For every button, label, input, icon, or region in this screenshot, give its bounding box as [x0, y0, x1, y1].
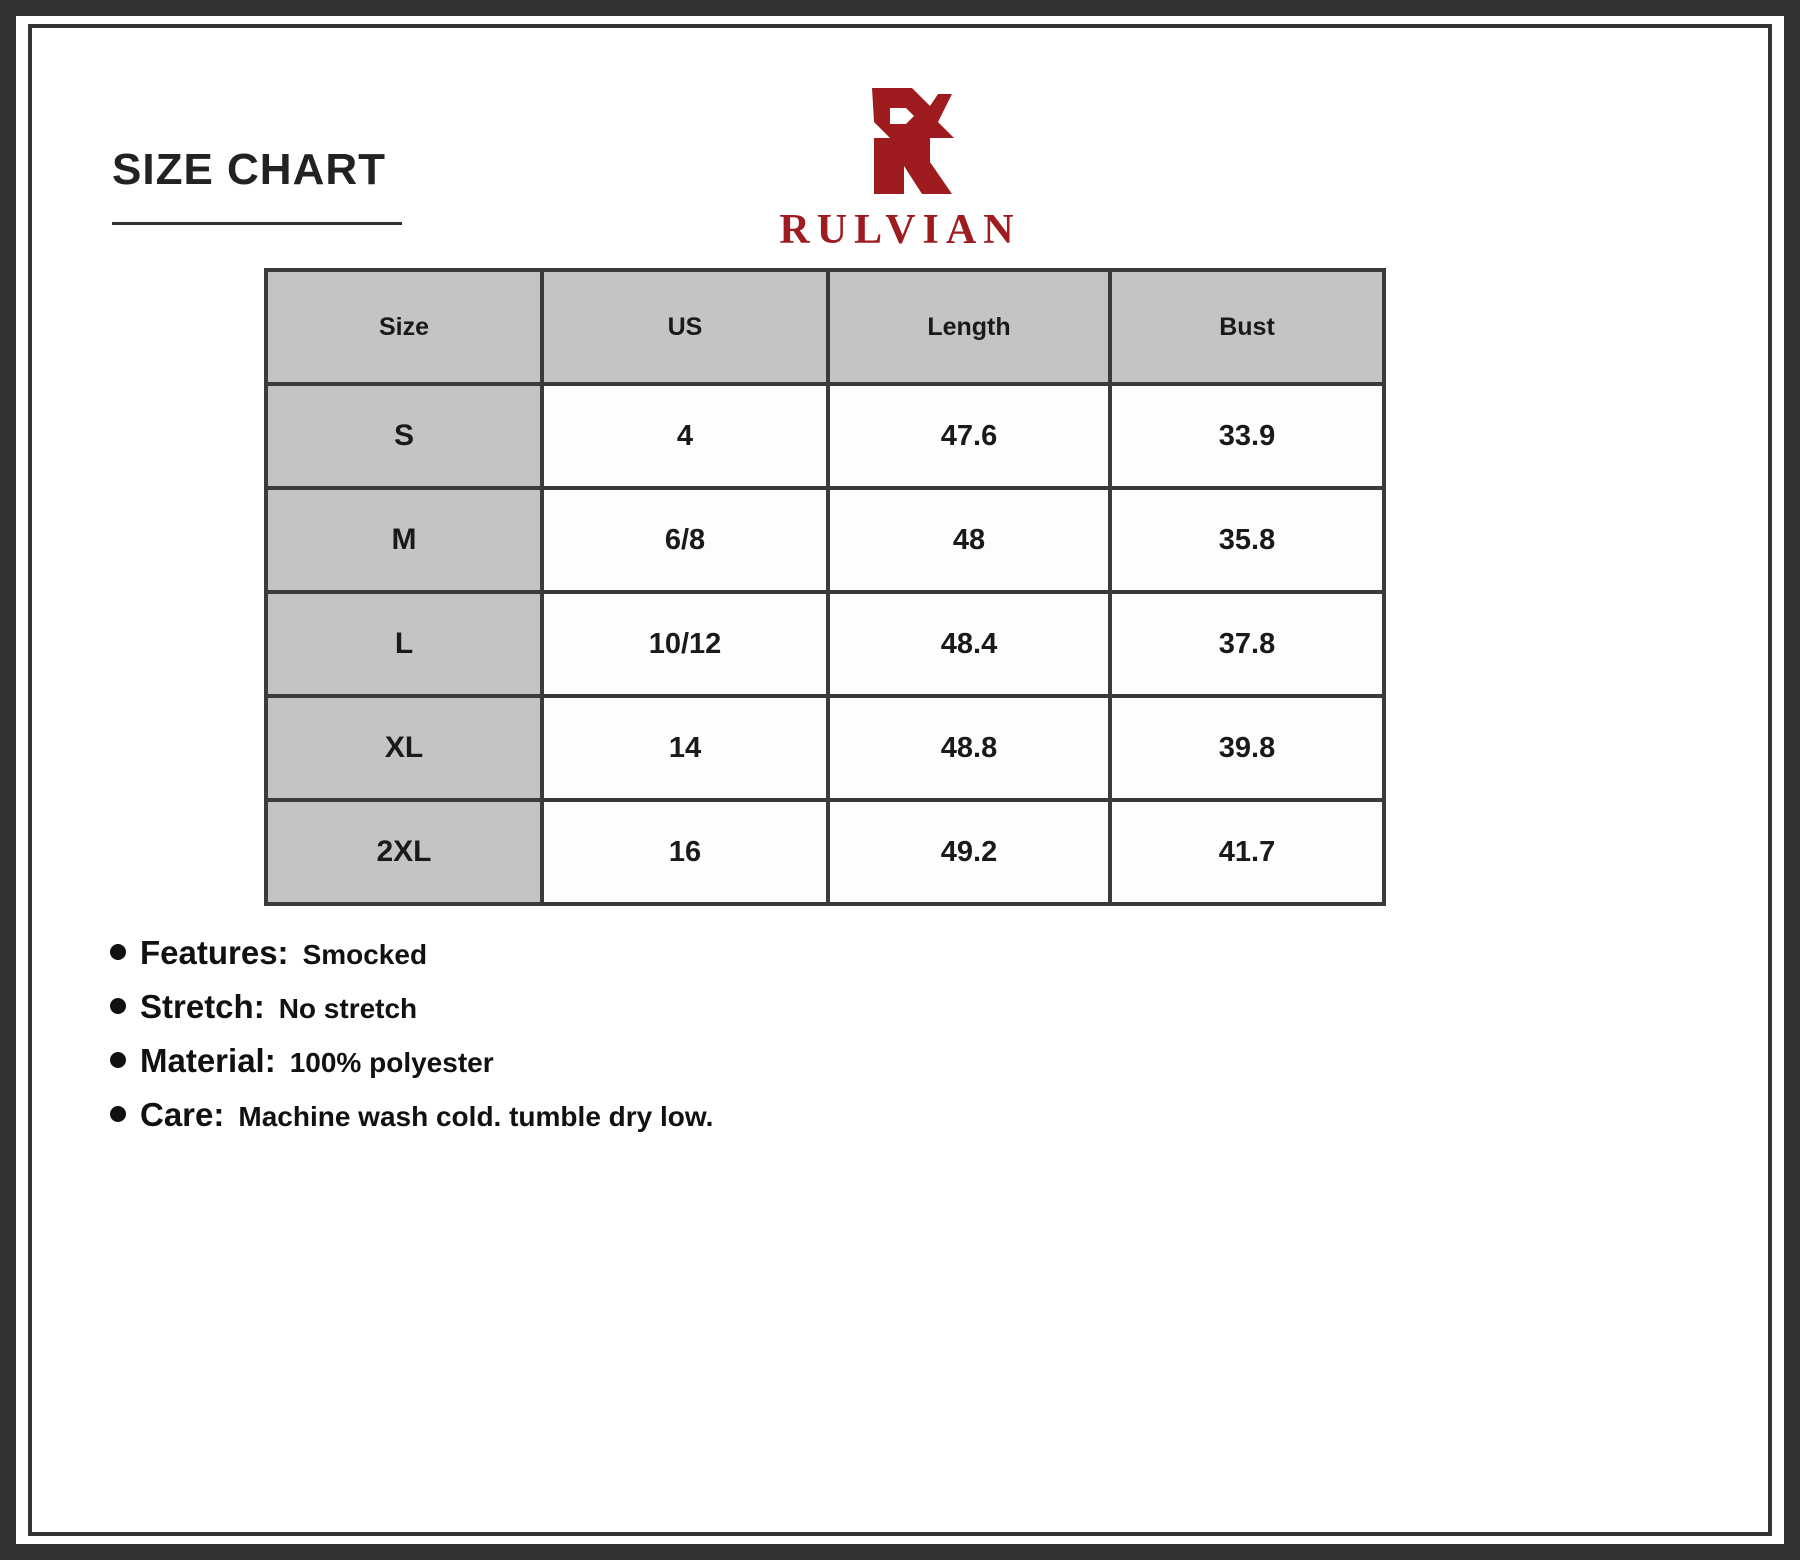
note-value: 100% polyester — [289, 1047, 494, 1078]
bullet-icon — [110, 1052, 126, 1068]
note-value: Smocked — [302, 939, 428, 970]
cell-length: 47.6 — [830, 386, 1108, 486]
cell-length: 48 — [830, 490, 1108, 590]
column-header-length: Length — [830, 272, 1108, 382]
note-item-stretch — [110, 988, 1310, 1026]
cell-length: 48.8 — [830, 698, 1108, 798]
cell-size: L — [268, 594, 540, 694]
bullet-icon — [110, 998, 126, 1014]
note-item-material — [110, 1042, 1310, 1080]
table-header-row — [268, 272, 1382, 382]
cell-length: 48.4 — [830, 594, 1108, 694]
size-table-container — [264, 268, 1374, 906]
bullet-icon — [110, 944, 126, 960]
table-row — [268, 698, 1382, 798]
page-title: SIZE CHART — [112, 145, 386, 194]
inner-border — [28, 24, 1772, 1536]
cell-us: 14 — [544, 698, 826, 798]
note-item-care — [110, 1096, 1310, 1134]
table-row — [268, 386, 1382, 486]
note-item-features — [110, 934, 1310, 972]
column-header-size: Size — [268, 272, 540, 382]
brand-logo — [64, 82, 1736, 254]
cell-us: 4 — [544, 386, 826, 486]
cell-us: 10/12 — [544, 594, 826, 694]
rulvian-r-logo-icon — [834, 82, 966, 200]
product-notes — [110, 934, 1310, 1150]
table-row — [268, 594, 1382, 694]
note-label: Stretch: — [140, 988, 265, 1025]
cell-bust: 37.8 — [1112, 594, 1382, 694]
note-value: No stretch — [278, 993, 418, 1024]
page-content — [64, 56, 1736, 1504]
column-header-bust: Bust — [1112, 272, 1382, 382]
brand-wordmark: RULVIAN — [779, 207, 1021, 253]
cell-bust: 41.7 — [1112, 802, 1382, 902]
table-row — [268, 802, 1382, 902]
cell-size: XL — [268, 698, 540, 798]
note-label: Features: — [140, 934, 289, 971]
column-header-us: US — [544, 272, 826, 382]
note-label: Material: — [140, 1042, 276, 1079]
cell-bust: 33.9 — [1112, 386, 1382, 486]
cell-size: M — [268, 490, 540, 590]
cell-bust: 35.8 — [1112, 490, 1382, 590]
cell-us: 6/8 — [544, 490, 826, 590]
cell-size: 2XL — [268, 802, 540, 902]
cell-us: 16 — [544, 802, 826, 902]
bullet-icon — [110, 1106, 126, 1122]
size-table — [264, 268, 1386, 906]
cell-size: S — [268, 386, 540, 486]
table-row — [268, 490, 1382, 590]
note-value: Machine wash cold. tumble dry low. — [238, 1101, 714, 1132]
cell-bust: 39.8 — [1112, 698, 1382, 798]
cell-length: 49.2 — [830, 802, 1108, 902]
note-label: Care: — [140, 1096, 225, 1133]
